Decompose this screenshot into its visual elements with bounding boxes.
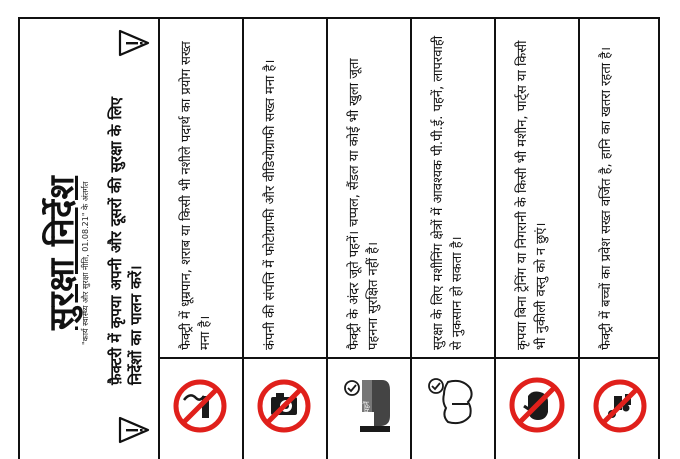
top-border: [18, 17, 660, 19]
warning-triangle-icon: [116, 413, 152, 447]
safety-goggles-icon: [424, 372, 482, 438]
column-divider: [158, 17, 160, 459]
rule-text: फैक्ट्री के अंदर जूते पहनें। चप्पल, सैंडल या कोई भी खुला जूता पहनना सुरक्षित नहीं है।: [347, 58, 381, 350]
subtitle-block: [80, 105, 92, 345]
rule-text: कंपनी की संपत्ति में फोटोग्राफी और वीडियोग्राफी सख्त मना है।: [263, 59, 278, 350]
no-camera-icon: [256, 378, 312, 434]
boot-badge: जूता पहनें: [363, 401, 371, 426]
page-subtitle: "कार्य स्वास्थ्य और सुरक्षा नीति, 01.08.21" के अंतर्गत: [81, 181, 90, 345]
page-heading: फ़ैक्टरी में कृपया अपनी और दूसरों की सुरक्षा के लिए निर्देशों का पालन करें।: [107, 97, 146, 385]
rule-text: फैक्ट्री में बच्चों का प्रवेश सख्त वर्जित है, हानि का खतरा रहता है।: [599, 46, 614, 350]
rule-text: फैक्ट्री में धूम्रपान, शराब या किसी भी नशीले पदार्थ का प्रयोग सख्त मना है।: [179, 41, 213, 350]
column-divider: [578, 17, 580, 459]
rule-text: कृपया बिना ट्रेनिंग या निगरानी के किसी भी मशीन, पार्ट्स या किसी भी नुकीली वस्तु को न छुएं।: [515, 40, 549, 350]
column-divider: [410, 17, 412, 459]
column-divider: [326, 17, 328, 459]
page-title: सुरक्षा निर्देश: [42, 175, 82, 330]
icon-row-divider: [158, 357, 658, 359]
no-children-icon: [592, 378, 648, 434]
left-border: [18, 17, 20, 459]
column-divider: [242, 17, 244, 459]
rule-text: सुरक्षा के लिए मशीनिंग क्षेत्रों में आवश्यक पी.पी.ई. पहनें, लापरवाही से नुकसान हो सकता है।: [431, 35, 465, 350]
no-touch-icon: [508, 376, 566, 434]
column-divider: [494, 17, 496, 459]
no-smoking-drinking-icon: [172, 378, 228, 434]
warning-triangle-icon: [116, 26, 152, 60]
right-border: [658, 17, 660, 459]
heading-block: [106, 60, 147, 385]
